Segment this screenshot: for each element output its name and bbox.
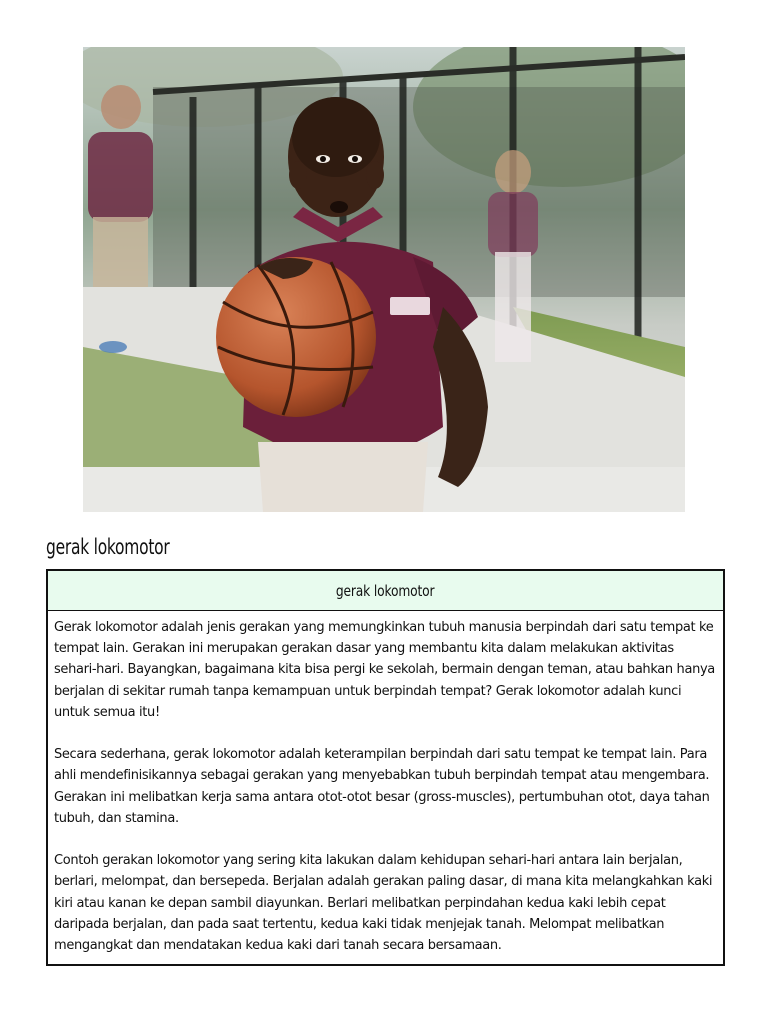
content-box — [46, 569, 725, 966]
basketball-photo — [83, 47, 685, 512]
page-title: gerak lokomotor — [46, 535, 170, 559]
paragraph-3: Contoh gerakan lokomotor yang sering kita lakukan dalam kehidupan sehari-hari antara lain berjalan, berlari, melompat, dan bersepeda. Berjalan adalah gerakan paling dasar, di mana kita melangkahkan kaki kiri atau kanan ke depan sambil diayunkan. Berlari melibatkan perpindahan kedua kaki lebih cepat daripada berjalan, dan pada saat tertentu, kedua kaki tidak menjejak tanah. Melompat melibatkan mengangkat dan mendatakan kedua kaki dari tanah secara bersamaan. — [54, 853, 713, 954]
box-header — [48, 571, 723, 611]
box-body — [48, 611, 723, 964]
paragraph-1: Gerak lokomotor adalah jenis gerakan yang memungkinkan tubuh manusia berpindah dari satu tempat ke tempat lain. Gerakan ini merupakan gerakan dasar yang membantu kita dalam melakukan aktivitas sehari-hari. Bayangkan, bagaimana kita bisa pergi ke sekolah, bermain dengan teman, atau bahkan hanya berjalan di sekitar rumah tanpa kemampuan untuk berpindah tempat? Gerak lokomotor adalah kunci untuk semua itu! — [54, 620, 715, 720]
paragraph-2: Secara sederhana, gerak lokomotor adalah keterampilan berpindah dari satu tempat ke tempat lain. Para ahli mendefinisikannya sebagai gerakan yang menyebabkan tubuh berpindah tempat atau mengembara. Gerakan ini melibatkan kerja sama antara otot-otot besar (gross-muscles), pertumbuhan otot, daya tahan tubuh, dan stamina. — [54, 747, 710, 826]
box-header-title: gerak lokomotor — [336, 581, 435, 600]
